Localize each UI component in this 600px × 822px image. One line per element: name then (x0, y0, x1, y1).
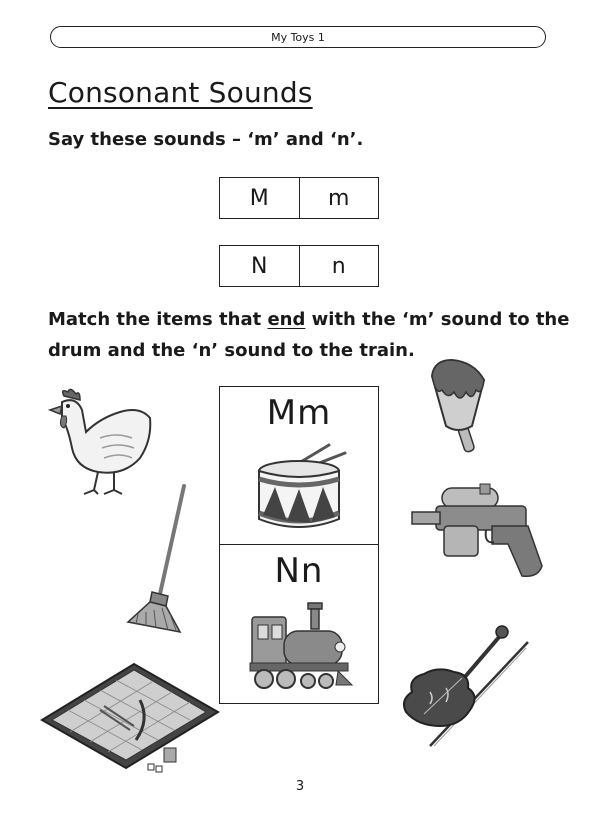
water-gun-icon[interactable] (408, 482, 548, 582)
letter-m-upper: M (249, 185, 269, 211)
letter-table-n (219, 245, 379, 287)
letter-m-lower: m (299, 178, 379, 218)
violin-icon[interactable] (400, 622, 530, 750)
match-box (219, 386, 379, 704)
match-label-m: Mm (266, 393, 332, 433)
match-target-m[interactable] (220, 387, 378, 545)
ice-cream-icon[interactable] (424, 356, 494, 456)
underlined-end: end (267, 309, 306, 330)
drum-icon (253, 443, 349, 539)
header-title: My Toys 1 (271, 30, 325, 44)
header-bar (50, 26, 546, 48)
letter-table-m (219, 177, 379, 219)
train-icon (248, 597, 354, 695)
match-target-n[interactable] (220, 545, 378, 703)
board-game-icon[interactable] (40, 660, 220, 780)
page-number: 3 (295, 779, 305, 794)
letter-n-lower: n (299, 246, 379, 286)
page-title: Consonant Sounds (48, 76, 313, 109)
letter-n-upper: N (251, 253, 268, 279)
broom-icon[interactable] (124, 482, 190, 638)
instruction-say-sounds: Say these sounds – ‘m’ and ‘n’. (48, 129, 364, 150)
match-label-n: Nn (274, 551, 324, 591)
instruction-match: Match the items that end with the ‘m’ sound to the drum and the ‘n’ sound to the train. (48, 309, 570, 361)
